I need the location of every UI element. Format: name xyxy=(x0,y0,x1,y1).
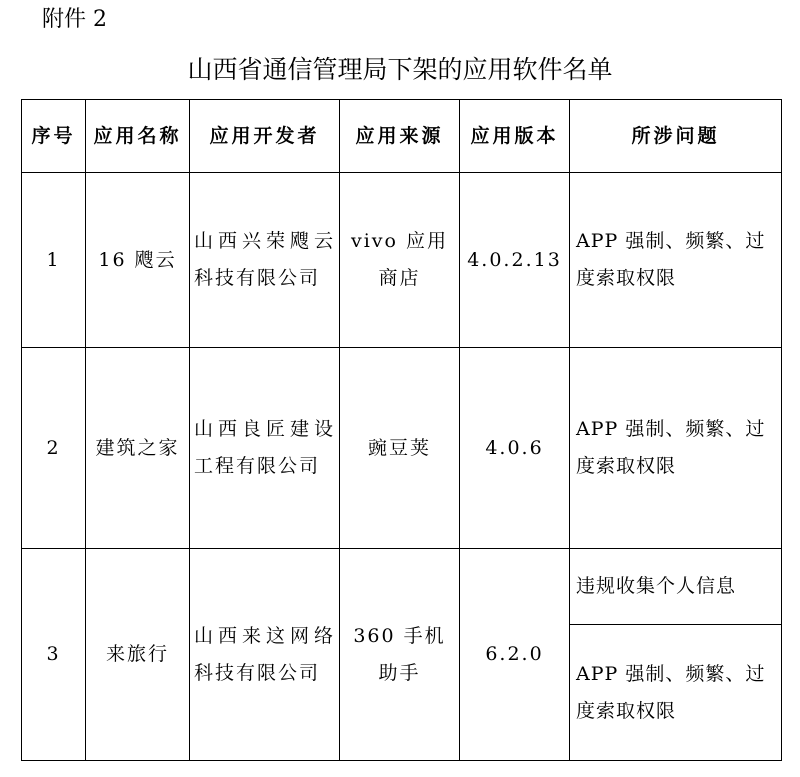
cell-developer: 山西兴荣飕云科技有限公司 xyxy=(190,173,340,348)
cell-no: 1 xyxy=(22,173,86,348)
cell-developer: 山西来这网络科技有限公司 xyxy=(190,549,340,761)
header-issues: 所涉问题 xyxy=(570,100,782,173)
cell-app-name: 建筑之家 xyxy=(86,348,190,549)
cell-version: 4.0.6 xyxy=(460,348,570,549)
cell-source: vivo 应用商店 xyxy=(340,173,460,348)
cell-version: 4.0.2.13 xyxy=(460,173,570,348)
cell-issue: APP 强制、频繁、过度索取权限 xyxy=(570,625,782,761)
header-version: 应用版本 xyxy=(460,100,570,173)
app-list-table xyxy=(21,99,782,761)
cell-issue: 违规收集个人信息 xyxy=(570,549,782,625)
cell-app-name: 来旅行 xyxy=(86,549,190,761)
table-row xyxy=(22,173,782,348)
header-source: 应用来源 xyxy=(340,100,460,173)
attachment-label: 附件 2 xyxy=(42,7,107,32)
table-header-row xyxy=(22,100,782,173)
table-row xyxy=(22,348,782,549)
cell-no: 3 xyxy=(22,549,86,761)
cell-source: 豌豆荚 xyxy=(340,348,460,549)
table-row xyxy=(22,549,782,625)
cell-developer: 山西良匠建设工程有限公司 xyxy=(190,348,340,549)
cell-source: 360 手机助手 xyxy=(340,549,460,761)
header-developer: 应用开发者 xyxy=(190,100,340,173)
header-no: 序号 xyxy=(22,100,86,173)
document-title: 山西省通信管理局下架的应用软件名单 xyxy=(187,55,613,84)
cell-version: 6.2.0 xyxy=(460,549,570,761)
cell-no: 2 xyxy=(22,348,86,549)
cell-issue: APP 强制、频繁、过度索取权限 xyxy=(570,173,782,348)
header-app-name: 应用名称 xyxy=(86,100,190,173)
cell-app-name: 16 飕云 xyxy=(86,173,190,348)
cell-issue: APP 强制、频繁、过度索取权限 xyxy=(570,348,782,549)
